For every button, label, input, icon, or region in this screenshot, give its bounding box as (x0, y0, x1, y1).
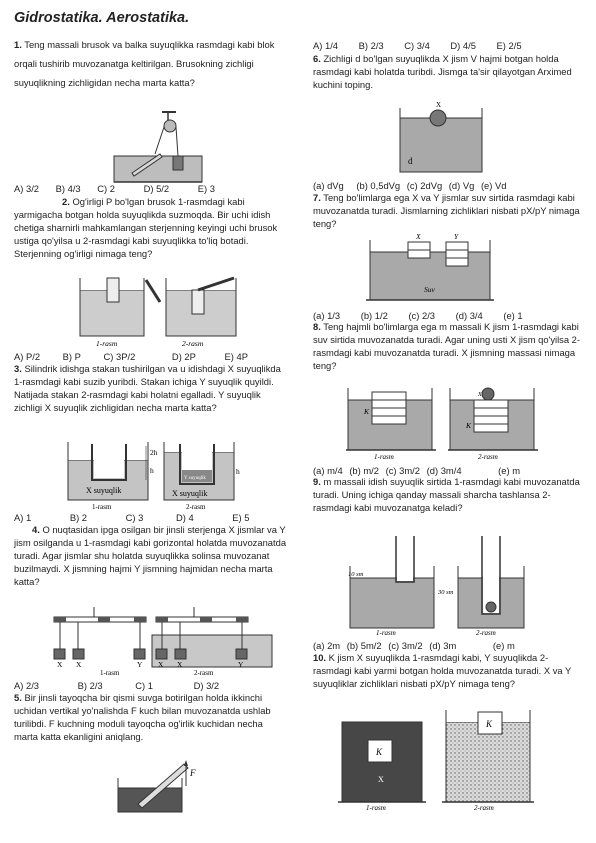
svg-text:1-rasm: 1-rasm (374, 453, 394, 461)
svg-text:Y: Y (137, 660, 143, 669)
svg-text:Y: Y (454, 232, 459, 241)
svg-text:1-rasm: 1-rasm (92, 503, 112, 511)
svg-text:d: d (408, 156, 413, 166)
svg-text:Y: Y (238, 660, 244, 669)
page-title: Gidrostatika. Aerostatika. (14, 10, 190, 26)
figure-q5 (116, 758, 206, 816)
q1-options: A) 3/2 B) 4/3 C) 2 D) 5/2 E) 3 (14, 183, 215, 194)
svg-text:h: h (236, 467, 240, 476)
q3-options: A) 1 B) 2 C) 3 D) 4 E) 5 (14, 512, 250, 523)
question-1: 1. Teng massali brusok va balka suyuqlikka rasmdagi kabi blok orqali tushirib muvozanatga keltirilgan. Brusokning zichligi suyuqlikning zichligidan necha marta katta? (14, 39, 275, 88)
svg-text:K: K (376, 747, 383, 757)
question-2: 2. Og'irligi P bo'lgan brusok 1-rasmdagi kabi yarmigacha botgan holda suyuqlikda suzmoqda. Bir uchi idish chetiga sharnirli mahkamlangan sterjenning keyingi uchi brusok ustiga qo'yilsa u 2-rasmdagi kabi suyuqlikka to'liq botadi. Sterjenning og'irligi nimaga teng? (14, 196, 278, 259)
figure-q6 (398, 100, 488, 176)
q3-liquid-y: Y suyuqlik (184, 476, 206, 481)
q3-liquid-x: X suyuqlik (86, 486, 122, 495)
svg-text:X: X (76, 660, 82, 669)
question-6: 6. Zichligi d bo'lgan suyuqlikda X jism V hajmi botgan holda rasmdagi kabi holatda turibdi. Jismga ta'sir qilayotgan Arximed kuchini toping. (313, 53, 572, 90)
figure-q9 (346, 536, 536, 636)
svg-text:2-rasm: 2-rasm (476, 629, 496, 636)
svg-text:X: X (158, 660, 164, 669)
svg-text:2-rasm: 2-rasm (186, 503, 206, 511)
figure-q3 (66, 440, 246, 512)
figure-q8 (346, 384, 546, 462)
svg-text:2-rasm: 2-rasm (474, 804, 494, 812)
figure-q4 (44, 607, 284, 679)
q2-options: A) P/2 B) P C) 3P/2 D) 2P E) 4P (14, 351, 248, 362)
question-5: 5. Bir jinsli tayoqcha bir qismi suvga botirilgan holda ikkinchi uchidan vertikal yo'nalishda F kuch bilan muvozanatda ushlab turilibdi. F kuchning moduli tayoqcha og'irlik kuchidan necha marta katta ekanligini aniqlang. (14, 692, 271, 742)
figure-q7 (366, 230, 498, 306)
question-8: 8. Teng hajmli bo'limlarga ega m massali K jism 1-rasmdagi kabi suv sirtida muvozanatda turadi. Agar uning usti X jism qo'yilsa 2-rasmdagi kabi muvozanatda turadi. X jismning massasi nimaga teng? (313, 321, 581, 371)
svg-text:K: K (466, 421, 472, 430)
question-7: 7. Teng bo'limlarga ega X va Y jismlar suv sirtida rasmdagi kabi muvozanatda turadi. Jismlarning zichliklari nisbati pX/pY nimaga teng? (313, 192, 580, 229)
force-label: F (190, 768, 196, 778)
svg-text:2-rasm: 2-rasm (194, 669, 214, 677)
svg-text:30 sm: 30 sm (438, 589, 454, 596)
svg-text:2h: 2h (150, 448, 158, 457)
svg-text:1-rasm: 1-rasm (100, 669, 120, 677)
q2-label-1: 1-rasm (96, 339, 118, 348)
q4-options: A) 2/3 B) 2/3 C) 1 D) 3/2 (14, 680, 220, 691)
q8-options: (a) m/4 (b) m/2 (c) 3m/2 (d) 3m/4 (e) m (313, 465, 521, 476)
q7-options: (a) 1/3 (b) 1/2 (c) 2/3 (d) 3/4 (e) 1 (313, 310, 523, 321)
q9-options: (a) 2m (b) 5m/2 (c) 3m/2 (d) 3m (e) m (313, 640, 515, 651)
figure-q2 (78, 276, 243, 348)
svg-text:1-rasm: 1-rasm (376, 629, 396, 636)
figure-q10 (338, 708, 538, 812)
question-9: 9. m massali idish suyuqlik sirtida 1-rasmdagi kabi muvozanatda turadi. Uning ichiga qanday massali sharcha tashlansa 2-rasmdagi kabi muvozanatga keladi? (313, 476, 580, 513)
svg-text:X: X (378, 775, 384, 784)
svg-text:h: h (150, 466, 154, 475)
svg-text:X suyuqlik: X suyuqlik (172, 489, 208, 498)
svg-text:10 sm: 10 sm (348, 571, 364, 578)
svg-text:X: X (57, 660, 63, 669)
svg-text:2-rasm: 2-rasm (478, 453, 498, 461)
question-3: 3. Silindrik idishga stakan tushirilgan va u idishdagi X suyuqlikda 1-rasmdagi kabi suzib yuribdi. Stakan ichiga Y suyuqlik quyildi. Natijada stakan 2-rasmdagi kabi holatni egalladi. Y suyuqlik zichligi X suyuqlik zichligidan necha marta katta? (14, 363, 281, 413)
q5-options: A) 1/4 B) 2/3 C) 3/4 D) 4/5 E) 2/5 (313, 40, 522, 51)
svg-text:1-rasm: 1-rasm (366, 804, 386, 812)
question-10: 10. K jism X suyuqlikda 1-rasmdagi kabi, Y suyuqlikda 2-rasmdagi kabi yarmi botgan holda muvozanatda turadi. X va Y suyuqliklar zichliklari nisbati pX/pY nimaga teng? (313, 652, 572, 689)
figure-q1 (110, 110, 214, 186)
q6-options: (a) dVg (b) 0,5dVg (c) 2dVg (d) Vg (e) Vd (313, 180, 507, 191)
svg-text:K: K (486, 719, 493, 729)
svg-text:X: X (177, 660, 183, 669)
q2-label-2: 2-rasm (182, 339, 204, 348)
svg-text:X: X (478, 392, 482, 398)
svg-text:Suv: Suv (424, 285, 435, 294)
svg-text:K: K (364, 407, 370, 416)
svg-text:X: X (416, 232, 421, 241)
svg-text:X: X (436, 101, 442, 109)
question-4: 4. O nuqtasidan ipga osilgan bir jinsli sterjenga X jismlar va Y jism osilganda u 1-rasmdagi kabi gorizontal holatda muvozanatda turadi. Agar jismlar shu holatda suyuqlikka solinsa muvozanat buzilmaydi. X jismning hajmi Y jismning hajmidan necha marta katta? (14, 524, 287, 587)
